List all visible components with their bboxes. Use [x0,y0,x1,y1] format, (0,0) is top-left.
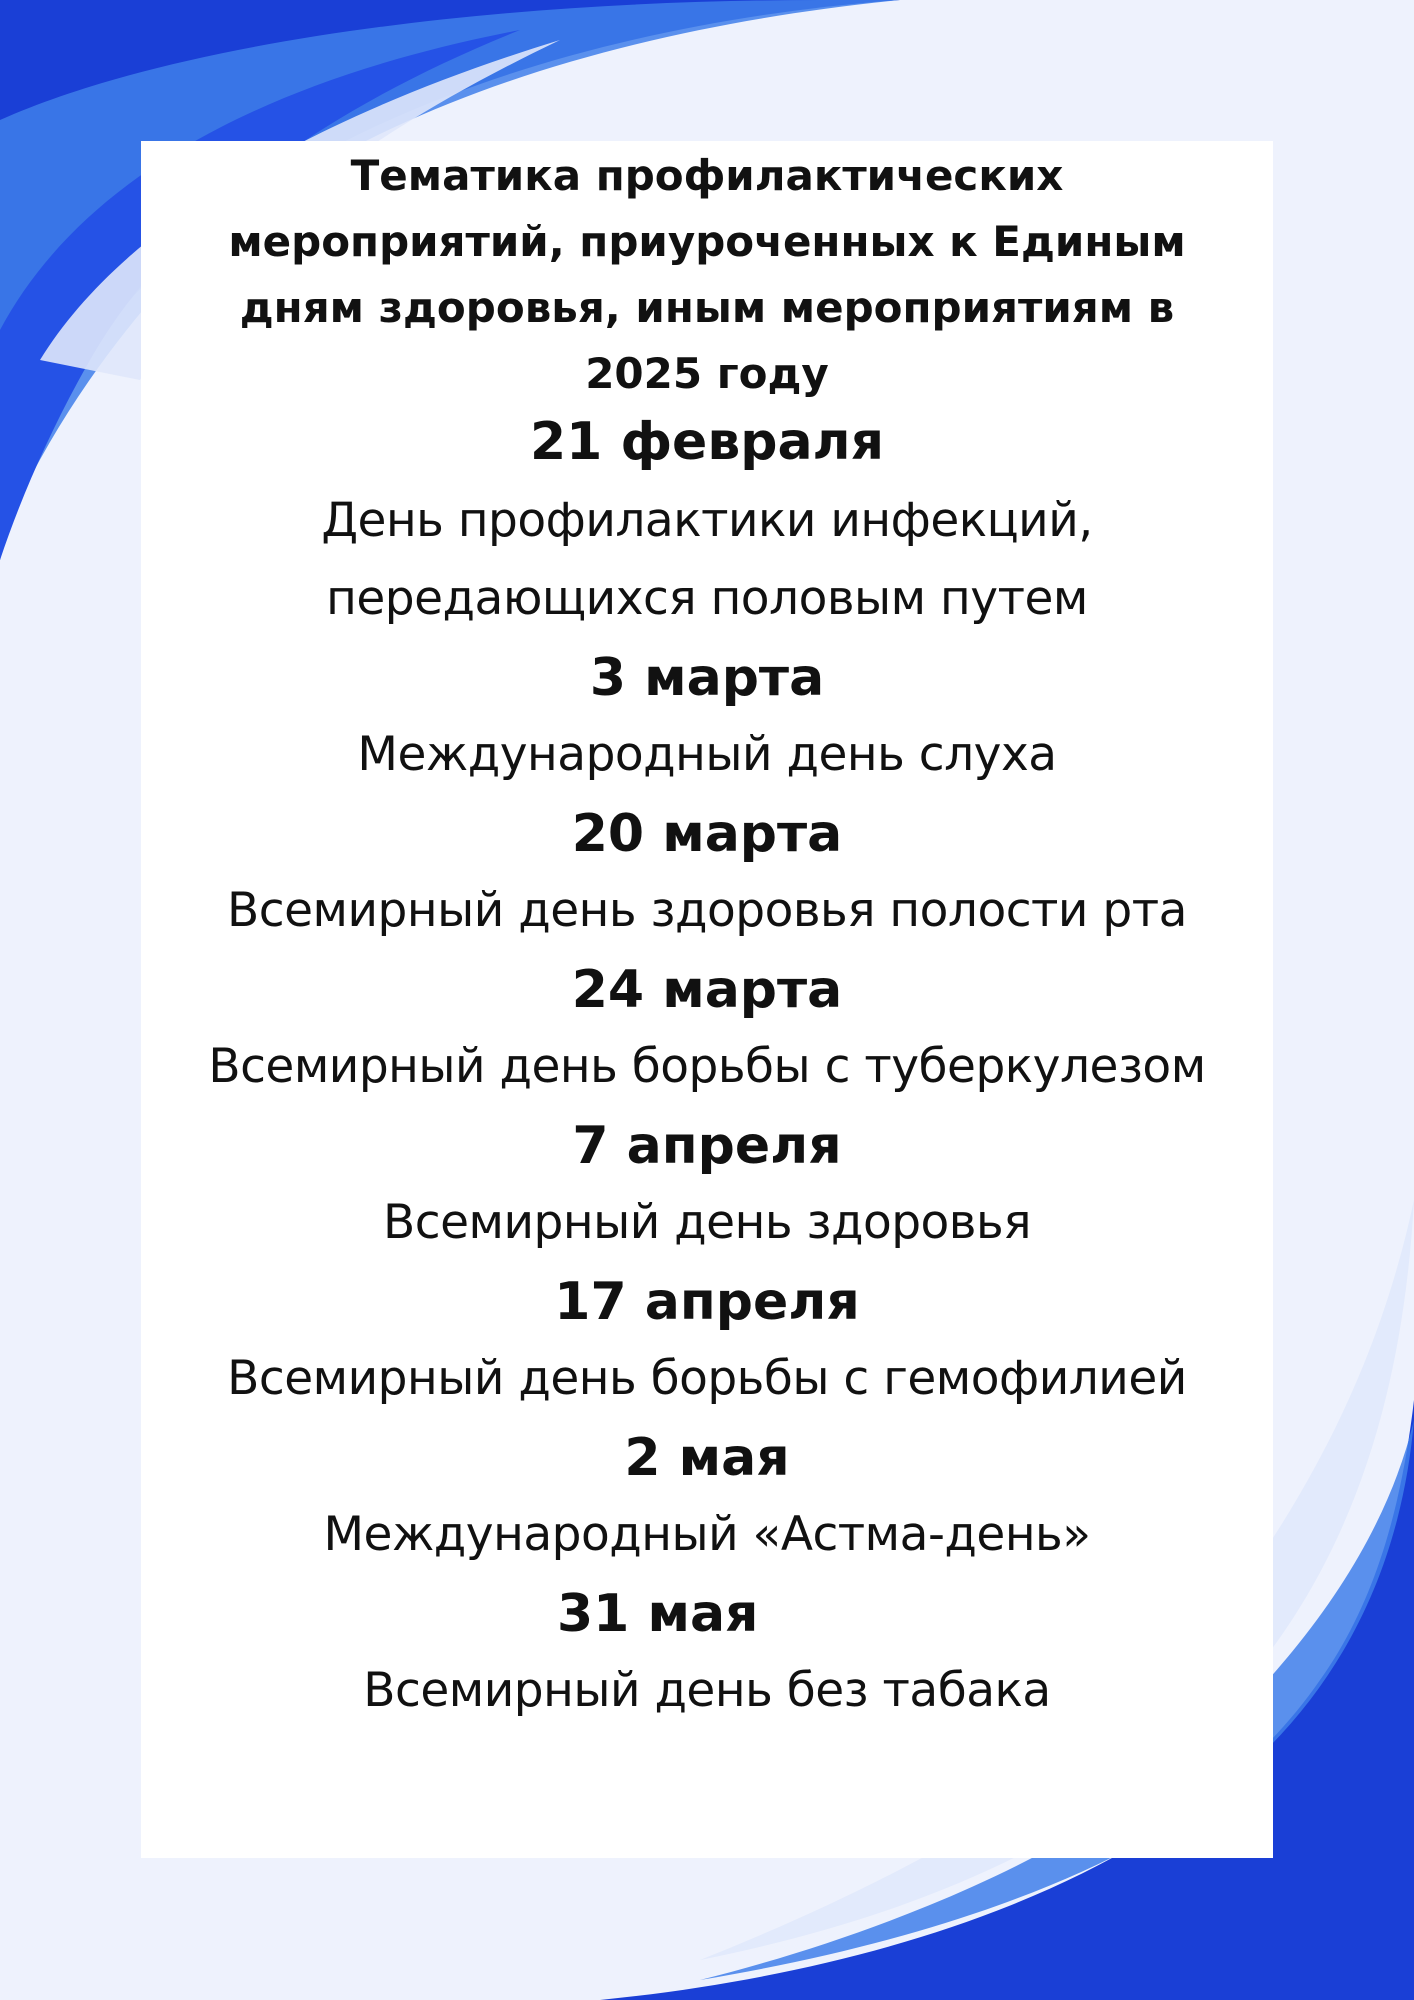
events-card [141,141,1273,1858]
event-name: Всемирный день здоровья [383,1195,1031,1250]
event-name: Международный «Астма-день» [323,1507,1091,1562]
event-name: Всемирный день здоровья полости рта [227,883,1187,938]
title-line: мероприятий, приуроченных к Единым [228,217,1186,266]
event-date: 3 марта [589,648,825,708]
event-name: Всемирный день борьбы с туберкулезом [208,1039,1206,1094]
event-name: Всемирный день без табака [363,1663,1051,1718]
event-name: День профилактики инфекций, [321,493,1093,548]
event-date: 7 апреля [572,1116,842,1176]
event-date: 17 апреля [554,1272,860,1332]
title-line: 2025 году [585,349,829,398]
event-date: 2 мая [624,1428,790,1488]
title-line: Тематика профилактических [350,151,1064,200]
event-name: Всемирный день борьбы с гемофилией [227,1351,1187,1406]
event-date: 31 мая [557,1584,759,1644]
event-date: 21 февраля [529,412,885,472]
event-name: передающихся половым путем [326,571,1088,626]
title-line: дням здоровья, иным мероприятиям в [239,283,1175,332]
event-date: 24 марта [571,960,843,1020]
event-date: 20 марта [571,804,843,864]
event-name: Международный день слуха [357,727,1057,782]
